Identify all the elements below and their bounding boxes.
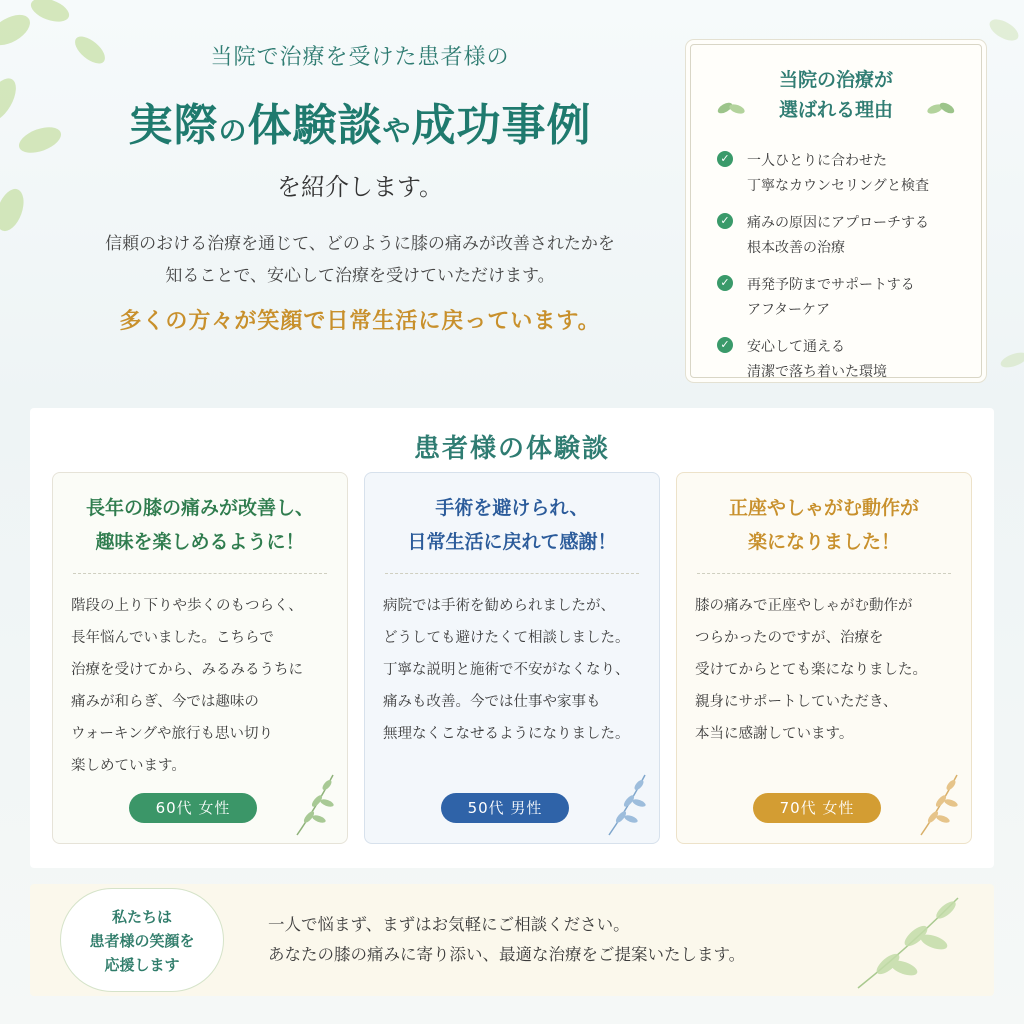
banner-message-line: 一人で悩まず、まずはお気軽にご相談ください。 bbox=[268, 915, 630, 934]
card-body-line: つらかったのですが、治療を bbox=[695, 630, 884, 646]
age-gender-badge: 50代 男性 bbox=[441, 793, 569, 823]
reason-text: 根本改善の治療 bbox=[747, 240, 845, 256]
card-body-line: ウォーキングや旅行も思い切り bbox=[71, 726, 273, 742]
card-body-line: 病院では手術を勧められましたが、 bbox=[383, 598, 615, 614]
card-title-line: 趣味を楽しめるように！ bbox=[95, 531, 305, 553]
card-body-line: 階段の上り下りや歩くのもつらく、 bbox=[71, 598, 303, 614]
reasons-box bbox=[690, 44, 982, 378]
card-body-line: 痛みが和らぎ、今では趣味の bbox=[71, 694, 259, 710]
card-body-line: 丁寧な説明と施術で不安がなくなり、 bbox=[383, 662, 630, 678]
hero-accent: 多くの方々が笑顔で日常生活に戻っています。 bbox=[119, 308, 601, 334]
leaf-sprig-icon bbox=[289, 769, 339, 839]
headline-part: 成功事例 bbox=[411, 100, 592, 151]
card-title-line: 手術を避けられ、 bbox=[435, 497, 589, 519]
card-title-line: 正座やしゃがむ動作が bbox=[728, 497, 919, 519]
testimonial-card bbox=[52, 472, 348, 844]
leaf-sprig-icon bbox=[601, 769, 651, 839]
testimonials-section bbox=[30, 408, 994, 868]
leaves-decoration-icon bbox=[838, 888, 978, 992]
hero-outro: を紹介します。 bbox=[276, 173, 444, 201]
card-title bbox=[53, 491, 347, 559]
card-body bbox=[695, 590, 971, 750]
card-title-line: 楽になりました！ bbox=[747, 531, 900, 553]
divider bbox=[697, 573, 951, 574]
leaf-icon bbox=[927, 97, 955, 119]
card-title bbox=[365, 491, 659, 559]
card-body bbox=[71, 590, 347, 782]
headline-part: 体験談 bbox=[247, 100, 383, 151]
reason-item bbox=[717, 335, 981, 385]
hero-lead bbox=[40, 228, 680, 292]
check-circle-icon: ✓ bbox=[717, 275, 733, 291]
card-body bbox=[383, 590, 659, 750]
support-badge-line: 患者様の笑顔を bbox=[89, 932, 195, 950]
card-body-line: 親身にサポートしていただき、 bbox=[695, 694, 898, 710]
card-title bbox=[677, 491, 971, 559]
reasons-title-line: 当院の治療が bbox=[778, 69, 893, 91]
section-title: 患者様の体験談 bbox=[413, 434, 610, 464]
check-circle-icon: ✓ bbox=[717, 337, 733, 353]
card-body-line: 無理なくこなせるようになりました。 bbox=[383, 726, 630, 742]
hero-section bbox=[40, 40, 680, 335]
check-circle-icon: ✓ bbox=[717, 213, 733, 229]
card-title-line: 日常生活に戻れて感謝！ bbox=[407, 531, 617, 553]
reason-item bbox=[717, 273, 981, 323]
card-body-line: 楽しめています。 bbox=[71, 758, 186, 774]
hero-lead-line: 信頼のおける治療を通じて、どのように膝の痛みが改善されたかを bbox=[105, 234, 615, 254]
reason-text: 再発予防までサポートする bbox=[747, 277, 915, 293]
support-badge-line: 私たちは bbox=[111, 908, 172, 926]
support-badge bbox=[60, 888, 224, 992]
card-body-line: 治療を受けてから、みるみるうちに bbox=[71, 662, 303, 678]
headline-part: や bbox=[382, 114, 412, 147]
card-body-line: どうしても避けたくて相談しました。 bbox=[383, 630, 630, 646]
divider bbox=[385, 573, 639, 574]
age-gender-badge: 70代 女性 bbox=[753, 793, 881, 823]
reason-text: アフターケア bbox=[747, 302, 831, 318]
reason-item bbox=[717, 211, 981, 261]
banner-message-line: あなたの膝の痛みに寄り添い、最適な治療をご提案いたします。 bbox=[268, 945, 746, 964]
reason-text: 痛みの原因にアプローチする bbox=[747, 215, 929, 231]
reason-text: 清潔で落ち着いた環境 bbox=[747, 364, 887, 380]
card-body-line: 膝の痛みで正座やしゃがむ動作が bbox=[695, 598, 913, 614]
hero-headline bbox=[40, 89, 680, 153]
hero-intro: 当院で治療を受けた患者様の bbox=[210, 45, 510, 70]
reason-item bbox=[717, 149, 981, 199]
age-gender-badge: 60代 女性 bbox=[129, 793, 257, 823]
headline-part: の bbox=[218, 114, 248, 147]
card-body-line: 受けてからとても楽になりました。 bbox=[695, 662, 927, 678]
testimonial-card bbox=[676, 472, 972, 844]
check-circle-icon: ✓ bbox=[717, 151, 733, 167]
banner-message bbox=[268, 910, 745, 970]
support-banner bbox=[30, 884, 994, 996]
card-title-line: 長年の膝の痛みが改善し、 bbox=[85, 497, 314, 519]
reason-text: 一人ひとりに合わせた bbox=[747, 153, 887, 169]
card-body-line: 長年悩んでいました。こちらで bbox=[71, 630, 274, 646]
leaf-sprig-icon bbox=[913, 769, 963, 839]
card-body-line: 痛みも改善。今では仕事や家事も bbox=[383, 694, 601, 710]
leaf-icon bbox=[717, 97, 745, 119]
reason-text: 丁寧なカウンセリングと検査 bbox=[747, 178, 929, 194]
support-badge-line: 応援します bbox=[104, 956, 180, 974]
reasons-title-line: 選ばれる理由 bbox=[778, 99, 893, 121]
headline-part: 実際 bbox=[128, 100, 219, 151]
hero-lead-line: 知ることで、安心して治療を受けていただけます。 bbox=[165, 266, 555, 286]
reason-text: 安心して通える bbox=[747, 339, 845, 355]
testimonial-card bbox=[364, 472, 660, 844]
card-body-line: 本当に感謝しています。 bbox=[695, 726, 854, 742]
reasons-list bbox=[717, 149, 981, 385]
divider bbox=[73, 573, 327, 574]
